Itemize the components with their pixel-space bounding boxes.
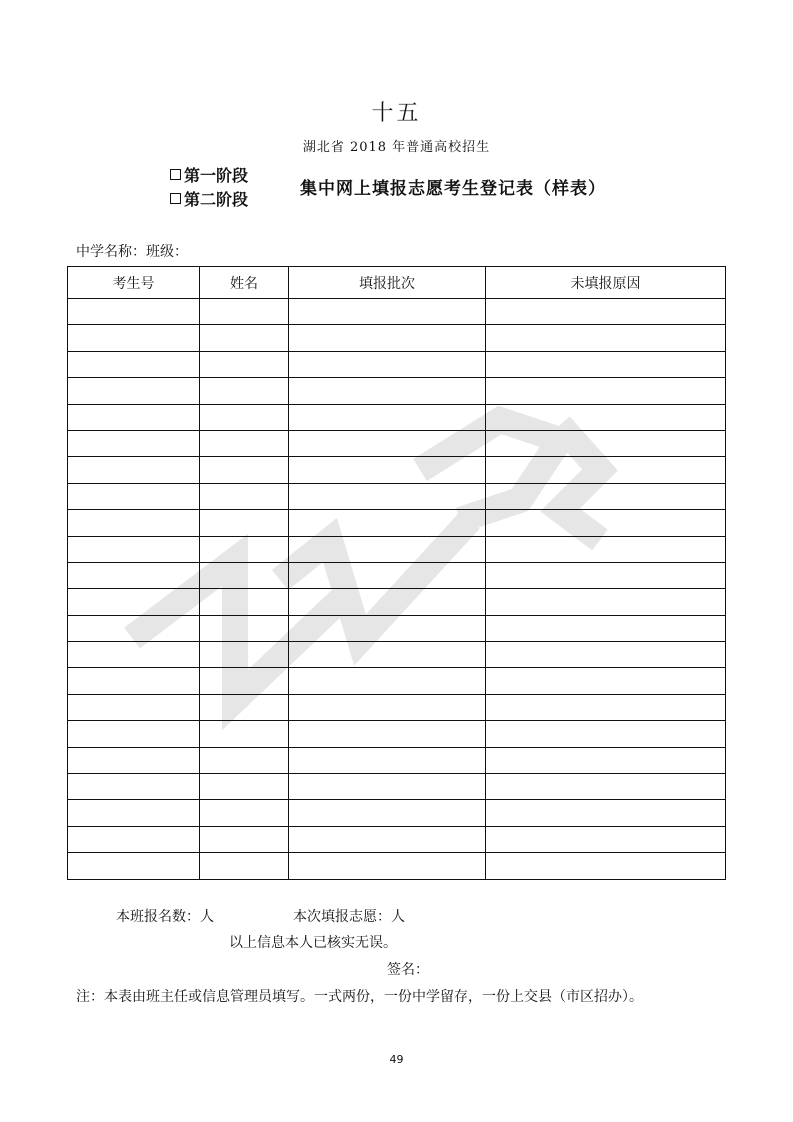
table-cell[interactable] — [68, 299, 200, 325]
table-cell[interactable] — [200, 826, 289, 852]
table-cell[interactable] — [486, 642, 726, 668]
table-cell[interactable] — [200, 774, 289, 800]
table-cell[interactable] — [289, 325, 486, 351]
table-cell[interactable] — [68, 457, 200, 483]
table-cell[interactable] — [68, 615, 200, 641]
section-number: 十五 — [371, 101, 422, 126]
column-header-batch: 填报批次 — [289, 267, 486, 299]
table-cell[interactable] — [289, 774, 486, 800]
table-cell[interactable] — [486, 351, 726, 377]
table-cell[interactable] — [486, 615, 726, 641]
table-cell[interactable] — [68, 668, 200, 694]
table-cell[interactable] — [289, 510, 486, 536]
table-cell[interactable] — [486, 378, 726, 404]
stage-option-second[interactable] — [170, 187, 248, 210]
table-cell[interactable] — [289, 378, 486, 404]
table-row — [68, 483, 726, 509]
table-cell[interactable] — [200, 404, 289, 430]
checkbox-icon[interactable] — [170, 169, 181, 180]
table-cell[interactable] — [200, 589, 289, 615]
table-cell[interactable] — [200, 536, 289, 562]
table-cell[interactable] — [486, 404, 726, 430]
table-row — [68, 642, 726, 668]
table-cell[interactable] — [68, 800, 200, 826]
table-cell[interactable] — [68, 325, 200, 351]
table-row — [68, 747, 726, 773]
table-row — [68, 430, 726, 456]
registration-table — [67, 266, 726, 880]
table-cell[interactable] — [486, 562, 726, 588]
table-cell[interactable] — [486, 325, 726, 351]
table-cell[interactable] — [289, 430, 486, 456]
table-cell[interactable] — [200, 747, 289, 773]
table-row — [68, 853, 726, 879]
table-cell[interactable] — [200, 483, 289, 509]
table-cell[interactable] — [289, 536, 486, 562]
stage-label: 第一阶段 — [184, 166, 249, 185]
signature-field: 签名： — [387, 962, 429, 978]
table-row — [68, 774, 726, 800]
table-cell[interactable] — [68, 589, 200, 615]
page-number: 49 — [389, 1053, 404, 1066]
table-cell[interactable] — [68, 378, 200, 404]
stage-option-first[interactable] — [170, 163, 248, 186]
table-row — [68, 378, 726, 404]
table-cell[interactable] — [200, 510, 289, 536]
table-cell[interactable] — [200, 800, 289, 826]
table-cell[interactable] — [289, 853, 486, 879]
table-cell[interactable] — [486, 668, 726, 694]
table-cell[interactable] — [68, 826, 200, 852]
table-cell[interactable] — [486, 589, 726, 615]
table-row — [68, 510, 726, 536]
table-cell[interactable] — [486, 747, 726, 773]
table-cell[interactable] — [68, 853, 200, 879]
table-cell[interactable] — [68, 510, 200, 536]
table-cell[interactable] — [200, 378, 289, 404]
table-body — [68, 299, 726, 880]
table-cell[interactable] — [200, 299, 289, 325]
column-header-reason: 未填报原因 — [486, 267, 726, 299]
table-cell[interactable] — [486, 299, 726, 325]
table-cell[interactable] — [200, 853, 289, 879]
table-cell[interactable] — [289, 642, 486, 668]
table-cell[interactable] — [486, 510, 726, 536]
table-cell[interactable] — [200, 721, 289, 747]
table-cell[interactable] — [486, 694, 726, 720]
column-header-name: 姓名 — [200, 267, 289, 299]
table-row — [68, 800, 726, 826]
table-cell[interactable] — [200, 668, 289, 694]
table-row — [68, 668, 726, 694]
table-cell[interactable] — [200, 562, 289, 588]
table-header-row — [68, 267, 726, 299]
table-cell[interactable] — [289, 721, 486, 747]
table-cell[interactable] — [200, 325, 289, 351]
table-row — [68, 536, 726, 562]
table-cell[interactable] — [68, 404, 200, 430]
table-cell[interactable] — [486, 483, 726, 509]
checkbox-icon[interactable] — [170, 193, 181, 204]
table-cell[interactable] — [200, 694, 289, 720]
table-cell[interactable] — [486, 536, 726, 562]
column-header-exam-number: 考生号 — [68, 267, 200, 299]
table-cell[interactable] — [68, 430, 200, 456]
table-cell[interactable] — [289, 747, 486, 773]
table-cell[interactable] — [486, 853, 726, 879]
table-cell[interactable] — [289, 457, 486, 483]
table-cell[interactable] — [289, 826, 486, 852]
table-cell[interactable] — [289, 800, 486, 826]
table-row — [68, 299, 726, 325]
table-cell[interactable] — [486, 826, 726, 852]
table-cell[interactable] — [200, 351, 289, 377]
table-cell[interactable] — [486, 721, 726, 747]
table-row — [68, 694, 726, 720]
stage-label: 第二阶段 — [184, 190, 249, 209]
document-subtitle: 湖北省 2018 年普通高校招生 — [302, 140, 491, 155]
table-cell[interactable] — [289, 562, 486, 588]
table-row — [68, 826, 726, 852]
table-cell[interactable] — [68, 351, 200, 377]
table-cell[interactable] — [486, 800, 726, 826]
table-cell[interactable] — [289, 299, 486, 325]
table-cell[interactable] — [68, 694, 200, 720]
table-cell[interactable] — [486, 774, 726, 800]
table-row — [68, 721, 726, 747]
table-cell[interactable] — [289, 351, 486, 377]
table-cell[interactable] — [200, 457, 289, 483]
table-cell[interactable] — [68, 747, 200, 773]
application-count: 本次填报志愿：人 — [293, 909, 405, 925]
footnote: 注：本表由班主任或信息管理员填写。一式两份，一份中学留存，一份上交县（市区招办）。 — [76, 989, 643, 1005]
table-cell[interactable] — [289, 483, 486, 509]
class-registration-count: 本班报名数：人 — [116, 909, 214, 925]
table-row — [68, 562, 726, 588]
table-row — [68, 615, 726, 641]
table-cell[interactable] — [200, 642, 289, 668]
document-title: 集中网上填报志愿考生登记表（样表） — [300, 179, 606, 199]
table-cell[interactable] — [68, 774, 200, 800]
table-cell[interactable] — [289, 615, 486, 641]
school-class-field: 中学名称：班级： — [76, 244, 188, 260]
table-row — [68, 589, 726, 615]
table-cell[interactable] — [68, 562, 200, 588]
table-cell[interactable] — [68, 536, 200, 562]
confirmation-statement: 以上信息本人已核实无误。 — [229, 935, 397, 951]
table-cell[interactable] — [486, 430, 726, 456]
table-row — [68, 325, 726, 351]
table-cell[interactable] — [68, 642, 200, 668]
table-cell[interactable] — [486, 457, 726, 483]
table-cell[interactable] — [289, 404, 486, 430]
table-cell[interactable] — [289, 589, 486, 615]
table-row — [68, 404, 726, 430]
table-cell[interactable] — [68, 483, 200, 509]
table-cell[interactable] — [68, 721, 200, 747]
table-row — [68, 351, 726, 377]
table-cell[interactable] — [289, 694, 486, 720]
table-cell[interactable] — [200, 615, 289, 641]
table-cell[interactable] — [289, 668, 486, 694]
table-cell[interactable] — [200, 430, 289, 456]
table-row — [68, 457, 726, 483]
